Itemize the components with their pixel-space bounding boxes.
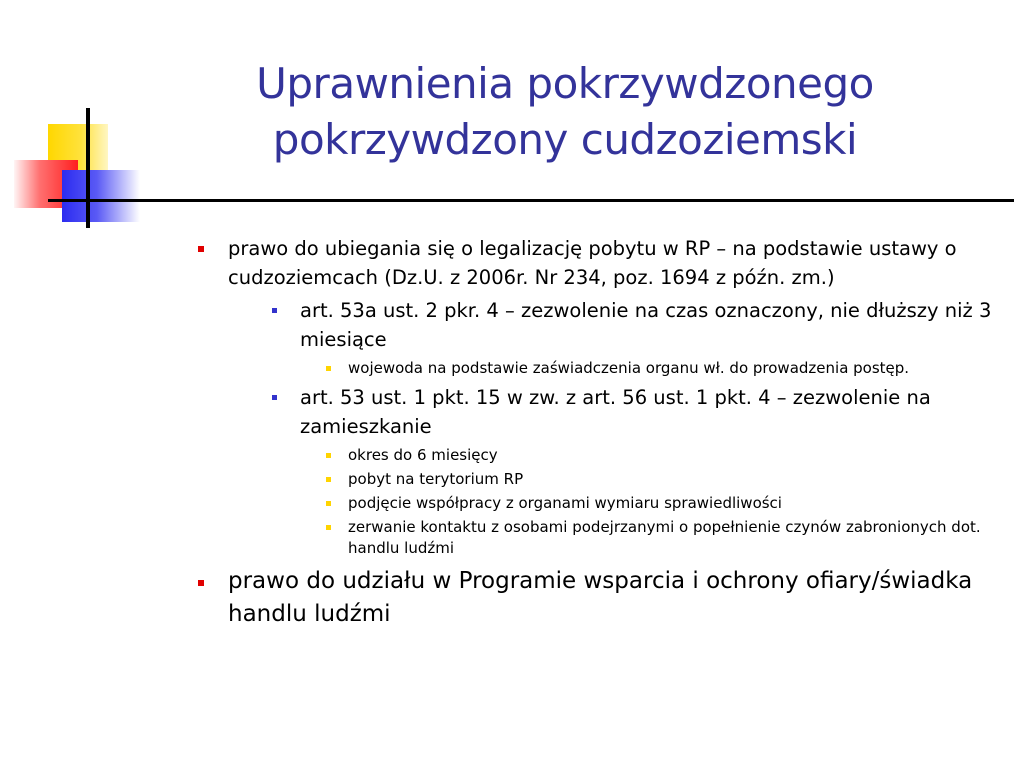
red-square-bullet-icon	[198, 246, 204, 252]
bullet-list	[196, 234, 996, 631]
sub-sub-bullet-item	[324, 493, 996, 514]
sub-sub-bullet-list	[324, 358, 996, 379]
bullet-text: prawo do ubiegania się o legalizację pobytu w RP – na podstawie ustawy o cudzoziemcach (Dz.U. z 2006r. Nr 234, poz. 1694 z późn. zm.)	[228, 237, 957, 289]
blue-square-bullet-icon	[272, 395, 277, 400]
sub-sub-bullet-item	[324, 445, 996, 466]
sub-sub-bullet-list	[324, 445, 996, 559]
sub-bullet-text: art. 53 ust. 1 pkt. 15 w zw. z art. 56 ust. 1 pkt. 4 – zezwolenie na zamieszkanie	[300, 386, 931, 438]
bullet-text: prawo do udziału w Programie wsparcia i ochrony ofiary/świadka handlu ludźmi	[228, 568, 973, 627]
yellow-square-bullet-icon	[326, 501, 331, 506]
sub-sub-bullet-text: pobyt na terytorium RP	[348, 470, 524, 488]
blue-square-bullet-icon	[272, 308, 277, 313]
sub-bullet-item	[272, 383, 996, 559]
red-square-bullet-icon	[198, 580, 204, 586]
sub-bullet-item	[272, 296, 996, 379]
sub-sub-bullet-item	[324, 517, 996, 559]
decor-vertical-line	[86, 108, 90, 228]
sub-sub-bullet-text: podjęcie współpracy z organami wymiaru sprawiedliwości	[348, 494, 782, 512]
slide-title-line-2: pokrzywdzony cudzoziemski	[272, 115, 858, 164]
bullet-item	[196, 234, 996, 559]
sub-sub-bullet-text: okres do 6 miesięcy	[348, 446, 498, 464]
sub-sub-bullet-text: wojewoda na podstawie zaświadczenia organu wł. do prowadzenia postęp.	[348, 359, 910, 377]
sub-bullet-text: art. 53a ust. 2 pkr. 4 – zezwolenie na czas oznaczony, nie dłuższy niż 3 miesiące	[300, 299, 992, 351]
bullet-item	[196, 565, 996, 631]
title-underline	[48, 199, 1014, 202]
slide-content	[196, 234, 996, 637]
sub-sub-bullet-text: zerwanie kontaktu z osobami podejrzanymi o popełnienie czynów zabronionych dot. handlu ludźmi	[348, 518, 981, 557]
slide-title	[150, 56, 980, 168]
decor-blue-square	[62, 170, 140, 222]
yellow-square-bullet-icon	[326, 477, 331, 482]
yellow-square-bullet-icon	[326, 453, 331, 458]
sub-bullet-list	[196, 296, 996, 559]
sub-sub-bullet-item	[324, 358, 996, 379]
yellow-square-bullet-icon	[326, 366, 331, 371]
yellow-square-bullet-icon	[326, 525, 331, 530]
slide-title-line-1: Uprawnienia pokrzywdzonego	[256, 59, 874, 108]
sub-sub-bullet-item	[324, 469, 996, 490]
